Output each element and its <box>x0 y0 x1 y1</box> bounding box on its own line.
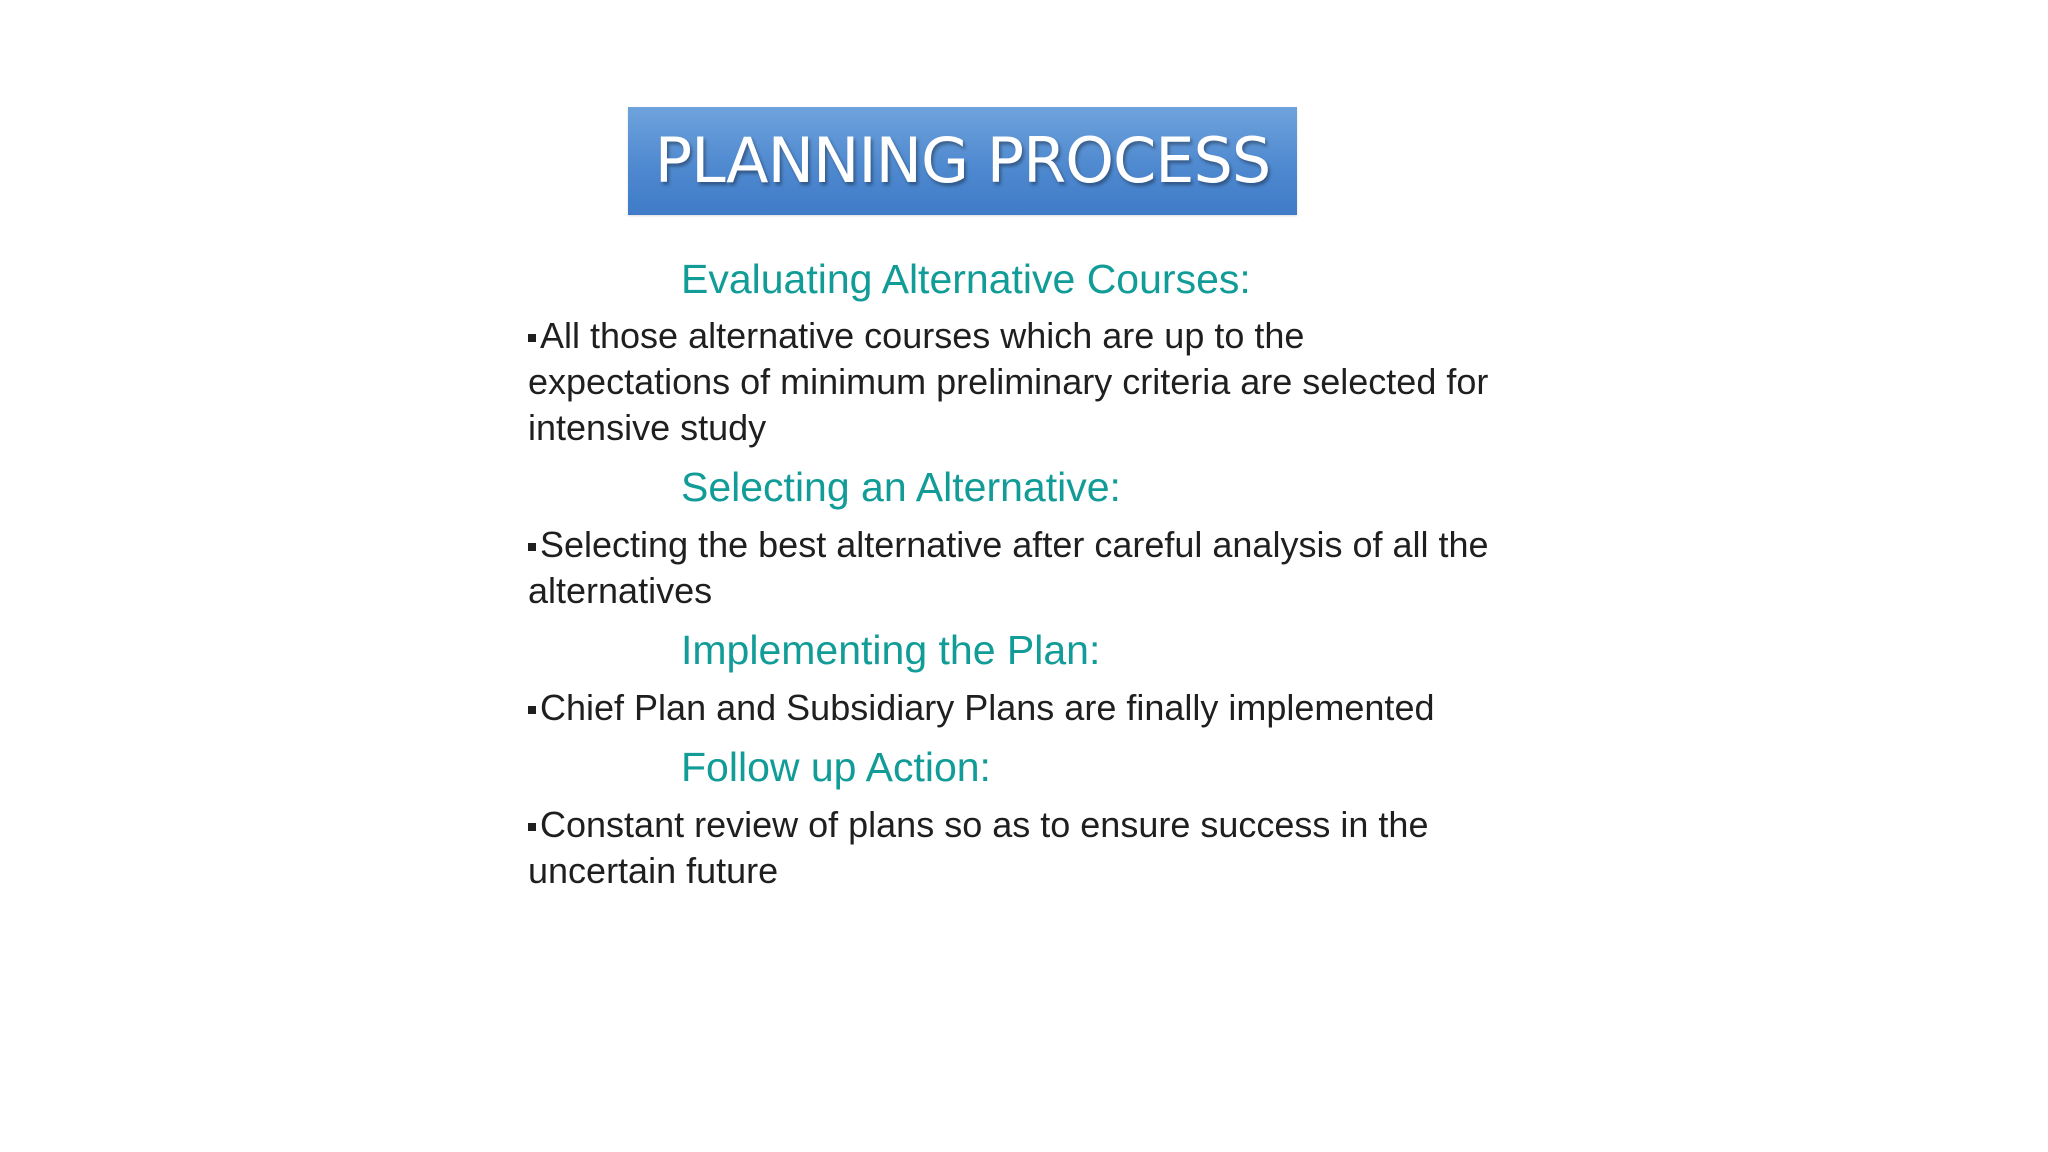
section-bullet-implementing <box>528 685 1508 731</box>
bullet-text: All those alternative courses which are up to the expectations of minimum preliminary criteria are selected for intensive study <box>528 315 1489 448</box>
section-heading-selecting: Selecting an Alternative: <box>681 464 1121 510</box>
section-bullet-follow-up <box>528 802 1508 894</box>
section-bullet-selecting <box>528 522 1508 614</box>
section-heading-evaluating: Evaluating Alternative Courses: <box>681 256 1251 302</box>
bullet-text: Chief Plan and Subsidiary Plans are finally implemented <box>540 687 1435 728</box>
title-banner <box>628 107 1297 215</box>
bullet-square-icon <box>528 334 536 342</box>
section-bullet-evaluating <box>528 313 1508 451</box>
bullet-square-icon <box>528 543 536 551</box>
section-heading-implementing: Implementing the Plan: <box>681 627 1101 673</box>
section-heading-follow-up: Follow up Action: <box>681 744 991 790</box>
bullet-square-icon <box>528 823 536 831</box>
bullet-text: Constant review of plans so as to ensure success in the uncertain future <box>528 804 1429 891</box>
slide-title: PLANNING PROCESS <box>654 124 1271 197</box>
bullet-text: Selecting the best alternative after careful analysis of all the alternatives <box>528 524 1489 611</box>
bullet-square-icon <box>528 706 536 714</box>
